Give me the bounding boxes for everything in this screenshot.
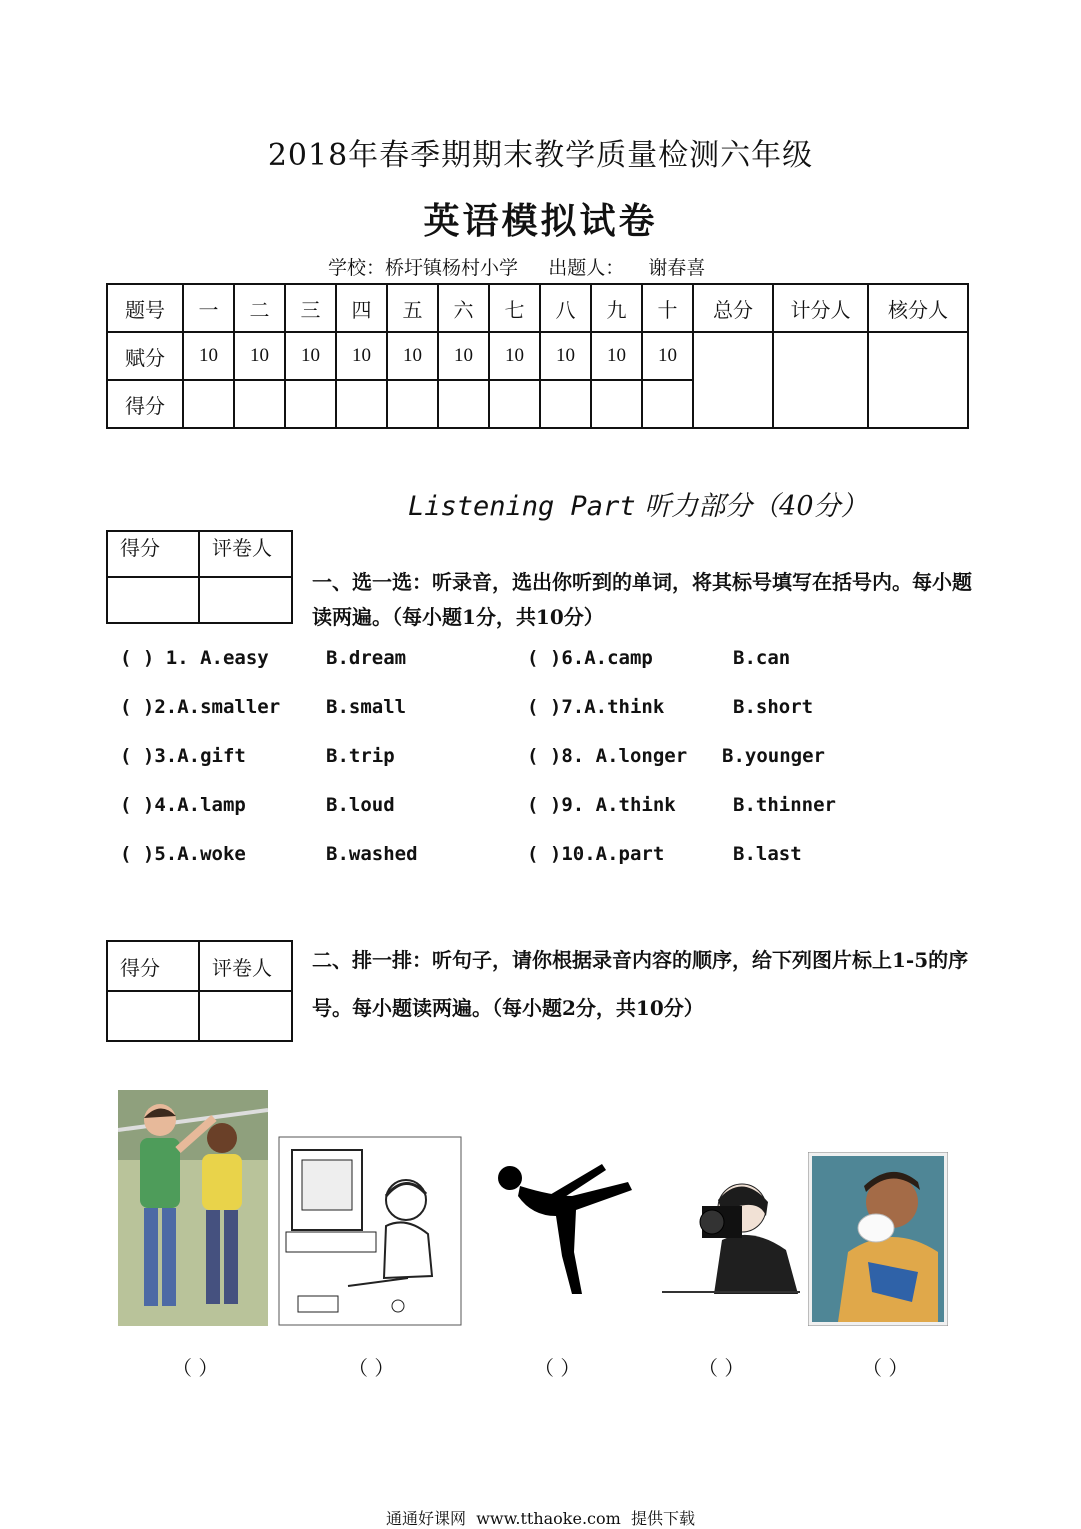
col-header: 一 <box>183 284 234 332</box>
question-2 <box>120 696 280 718</box>
score-table <box>106 283 969 429</box>
footer-site-name: 通通好课网 <box>386 1509 467 1528</box>
score-cell[interactable] <box>234 380 285 428</box>
option-b: B.can <box>733 647 791 669</box>
question-7 <box>527 696 664 718</box>
grader-score-cell[interactable] <box>107 577 199 623</box>
option-a: A.longer <box>595 745 688 767</box>
question-number: ( )3. <box>120 745 178 767</box>
option-a: A.easy <box>200 647 269 669</box>
question-number: ( )6. <box>527 647 585 669</box>
question-number: ( )4. <box>120 794 178 816</box>
score-cell[interactable] <box>642 380 693 428</box>
exam-title: 2018年春季期期末教学质量检测六年级 <box>267 138 814 173</box>
listening-title <box>408 484 868 523</box>
question-3 <box>120 745 246 767</box>
col-header: 九 <box>591 284 642 332</box>
school-info <box>328 253 705 280</box>
option-b: B.loud <box>326 794 395 816</box>
option-b: B.short <box>733 696 814 718</box>
grader-name-label: 评卷人 <box>199 531 292 577</box>
author-label: 出题人： <box>548 257 625 279</box>
col-header: 五 <box>387 284 438 332</box>
scorer-header: 计分人 <box>773 284 868 332</box>
option-a: A.camp <box>584 647 653 669</box>
score-cell[interactable] <box>591 380 642 428</box>
col-header: 十 <box>642 284 693 332</box>
total-header: 总分 <box>693 284 773 332</box>
grader-name-cell[interactable] <box>199 577 292 623</box>
question-number: ( ) 1. <box>120 647 189 669</box>
option-b: B.trip <box>326 745 395 767</box>
photographer-picture <box>662 1176 800 1294</box>
points-cell: 10 <box>285 332 336 380</box>
grader-name-label: 评卷人 <box>199 941 292 991</box>
points-cell: 10 <box>336 332 387 380</box>
answer-paren-1[interactable]: （ ） <box>172 1356 219 1380</box>
footer-url[interactable]: www.tthaoke.com <box>476 1509 621 1528</box>
score-cell[interactable] <box>438 380 489 428</box>
points-cell: 10 <box>591 332 642 380</box>
question-number: ( )8. <box>527 745 585 767</box>
option-a: A.smaller <box>177 696 281 718</box>
question-1 <box>120 647 269 669</box>
boys-talking-picture <box>118 1090 268 1326</box>
col-header: 四 <box>336 284 387 332</box>
grader-box <box>106 530 293 624</box>
col-header: 八 <box>540 284 591 332</box>
grader-name-cell[interactable] <box>199 991 292 1041</box>
question-4 <box>120 794 246 816</box>
question-6 <box>527 647 653 669</box>
boy-sneezing-picture <box>808 1152 948 1326</box>
row-label: 题号 <box>107 284 183 332</box>
option-a: A.gift <box>177 745 246 767</box>
points-cell: 10 <box>438 332 489 380</box>
col-header: 三 <box>285 284 336 332</box>
question-10 <box>527 843 664 865</box>
listening-title-en: Listening Part <box>408 491 636 522</box>
listening-title-cn: 听力部分（40分） <box>644 491 868 522</box>
option-a: A.think <box>584 696 665 718</box>
answer-paren-4[interactable]: （ ） <box>698 1356 745 1380</box>
points-cell: 10 <box>234 332 285 380</box>
score-cell[interactable] <box>285 380 336 428</box>
question-number: ( )5. <box>120 843 178 865</box>
option-b: B.washed <box>326 843 418 865</box>
question-number: ( )2. <box>120 696 178 718</box>
option-a: A.woke <box>177 843 246 865</box>
col-header: 七 <box>489 284 540 332</box>
girl-tv-picture <box>278 1136 462 1326</box>
option-a: A.part <box>595 843 665 865</box>
kick-silhouette-picture <box>492 1156 638 1296</box>
col-header: 六 <box>438 284 489 332</box>
question-number: ( )9. <box>527 794 585 816</box>
footer <box>0 1506 1081 1529</box>
question-5 <box>120 843 246 865</box>
points-cell: 10 <box>489 332 540 380</box>
section1-instruction: 一、选一选：听录音，选出你听到的单词，将其标号填写在括号内。每小题读两遍。（每小题1分，共10分） <box>312 570 972 629</box>
grader-score-label: 得分 <box>107 531 199 577</box>
question-number: ( )10. <box>527 843 596 865</box>
option-b: B.thinner <box>733 794 836 816</box>
author-name: 谢春喜 <box>648 257 706 279</box>
checker-header: 核分人 <box>868 284 968 332</box>
col-header: 二 <box>234 284 285 332</box>
option-b: B.small <box>326 696 407 718</box>
exam-subtitle: 英语模拟试卷 <box>423 200 658 242</box>
option-b: B.last <box>733 843 802 865</box>
option-a: A.think <box>595 794 676 816</box>
answer-paren-2[interactable]: （ ） <box>348 1356 395 1380</box>
question-8 <box>527 745 687 767</box>
score-cell[interactable] <box>540 380 591 428</box>
option-b: B.dream <box>326 647 407 669</box>
points-cell: 10 <box>183 332 234 380</box>
points-cell: 10 <box>642 332 693 380</box>
score-cell[interactable] <box>387 380 438 428</box>
section2-instruction: 二、排一排：听句子，请你根据录音内容的顺序，给下列图片标上1-5的序号。每小题读两遍。（每小题2分，共10分） <box>312 948 969 1020</box>
row-label: 赋分 <box>107 332 183 380</box>
score-cell[interactable] <box>489 380 540 428</box>
question-9 <box>527 794 676 816</box>
option-b: B.younger <box>722 745 825 767</box>
option-a: A.lamp <box>177 794 246 816</box>
checker-cell[interactable] <box>868 332 968 428</box>
grader-box <box>106 940 293 1042</box>
total-cell[interactable] <box>693 332 773 428</box>
points-cell: 10 <box>540 332 591 380</box>
footer-note: 提供下载 <box>630 1509 695 1528</box>
points-cell: 10 <box>387 332 438 380</box>
school-name: 学校：桥圩镇杨村小学 <box>328 257 519 279</box>
grader-score-cell[interactable] <box>107 991 199 1041</box>
question-number: ( )7. <box>527 696 585 718</box>
score-cell[interactable] <box>336 380 387 428</box>
row-label: 得分 <box>107 380 183 428</box>
grader-score-label: 得分 <box>107 941 199 991</box>
scorer-cell[interactable] <box>773 332 868 428</box>
score-cell[interactable] <box>183 380 234 428</box>
answer-paren-3[interactable]: （ ） <box>534 1356 581 1380</box>
answer-paren-5[interactable]: （ ） <box>862 1356 909 1380</box>
